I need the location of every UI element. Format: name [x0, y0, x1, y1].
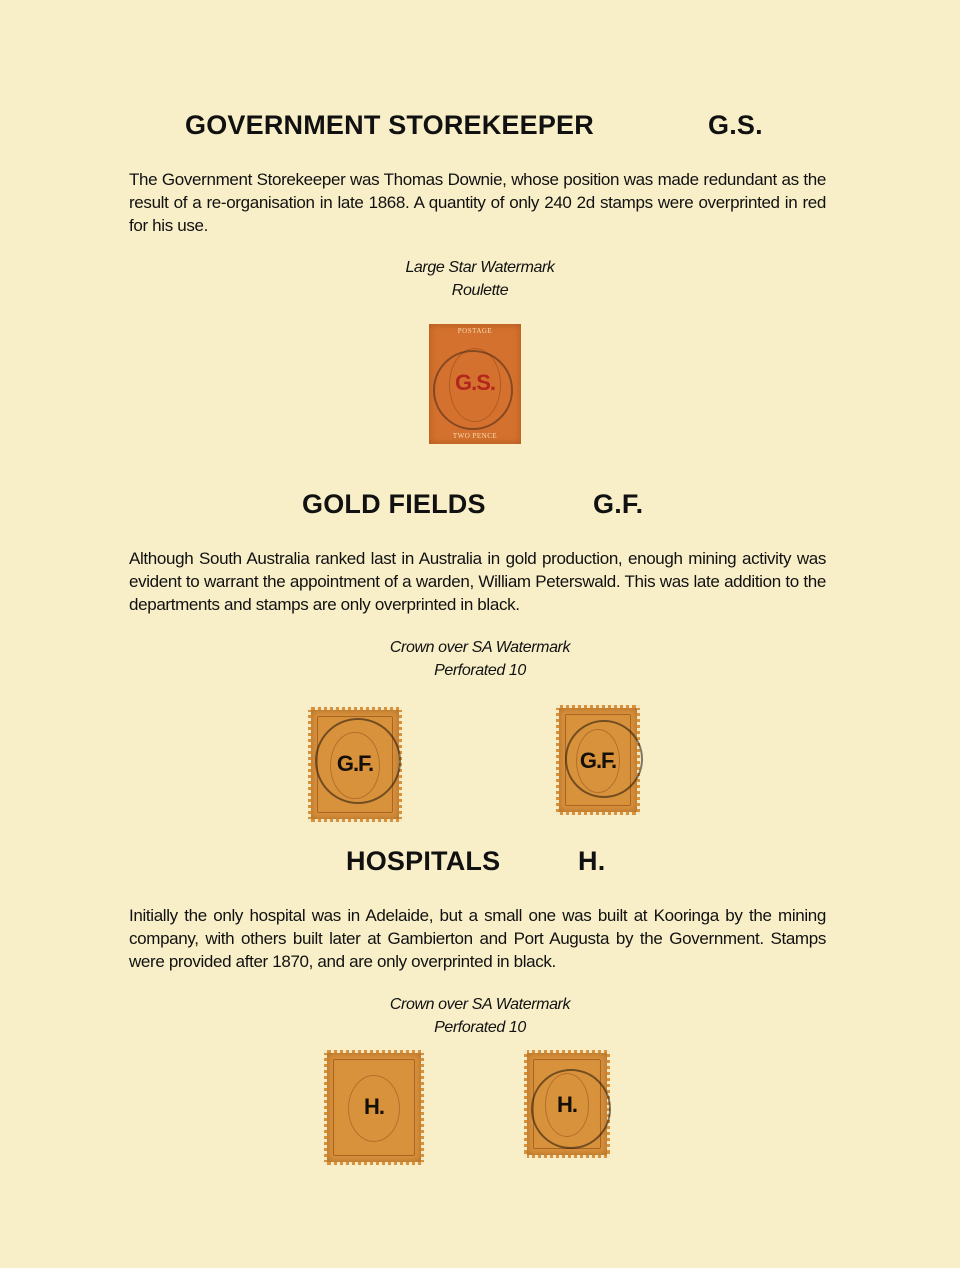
stamp-overprint: G.S. — [454, 369, 495, 395]
caption-separation: Roulette — [451, 281, 509, 299]
stamp-overprint: H. — [557, 1091, 577, 1117]
stamp-image — [524, 1050, 610, 1158]
stamp-caption — [0, 257, 960, 302]
section-description: Although South Australia ranked last in Australia in gold production, enough mining activity was evident to warrant the appointment of a warden, William Peterswald. This was late addition to the departments and stamps are only overprinted in black. — [129, 549, 826, 614]
stamp-top-label: POSTAGE — [457, 327, 493, 335]
caption-separation: Perforated 10 — [434, 1018, 526, 1036]
section-description: The Government Storekeeper was Thomas Downie, whose position was made redundant as the result of a re-organisation in late 1868. A quantity of only 240 2d stamps were overprinted in red for his use. — [129, 170, 826, 235]
section-title: GOLD FIELDS — [302, 489, 486, 519]
caption-watermark: Large Star Watermark — [405, 259, 555, 276]
section-description: Initially the only hospital was in Adelaide, but a small one was built at Kooringa by the mining company, with others built later at Gambierton and Port Augusta by the Government. Stamps were provided after 1870, and are only overprinted in black. — [129, 906, 826, 971]
stamp-overprint: G.F. — [579, 747, 617, 773]
section-title: HOSPITALS — [346, 846, 501, 876]
stamp-caption — [0, 994, 960, 1039]
caption-watermark: Crown over SA Watermark — [389, 639, 571, 656]
stamp-image — [308, 707, 402, 822]
section-abbreviation: G.S. — [708, 110, 763, 140]
stamp-bottom-label: TWO PENCE — [452, 432, 498, 440]
section-title: GOVERNMENT STOREKEEPER — [185, 110, 594, 140]
stamp-overprint: G.F. — [336, 751, 374, 777]
stamp-image — [324, 1050, 424, 1165]
stamp-image — [429, 324, 521, 444]
section-abbreviation: H. — [578, 846, 606, 876]
section-abbreviation: G.F. — [593, 489, 644, 519]
stamp-caption — [0, 637, 960, 682]
stamp-overprint: H. — [364, 1094, 384, 1120]
caption-separation: Perforated 10 — [434, 661, 526, 679]
stamp-image — [556, 705, 640, 815]
caption-watermark: Crown over SA Watermark — [389, 996, 571, 1013]
